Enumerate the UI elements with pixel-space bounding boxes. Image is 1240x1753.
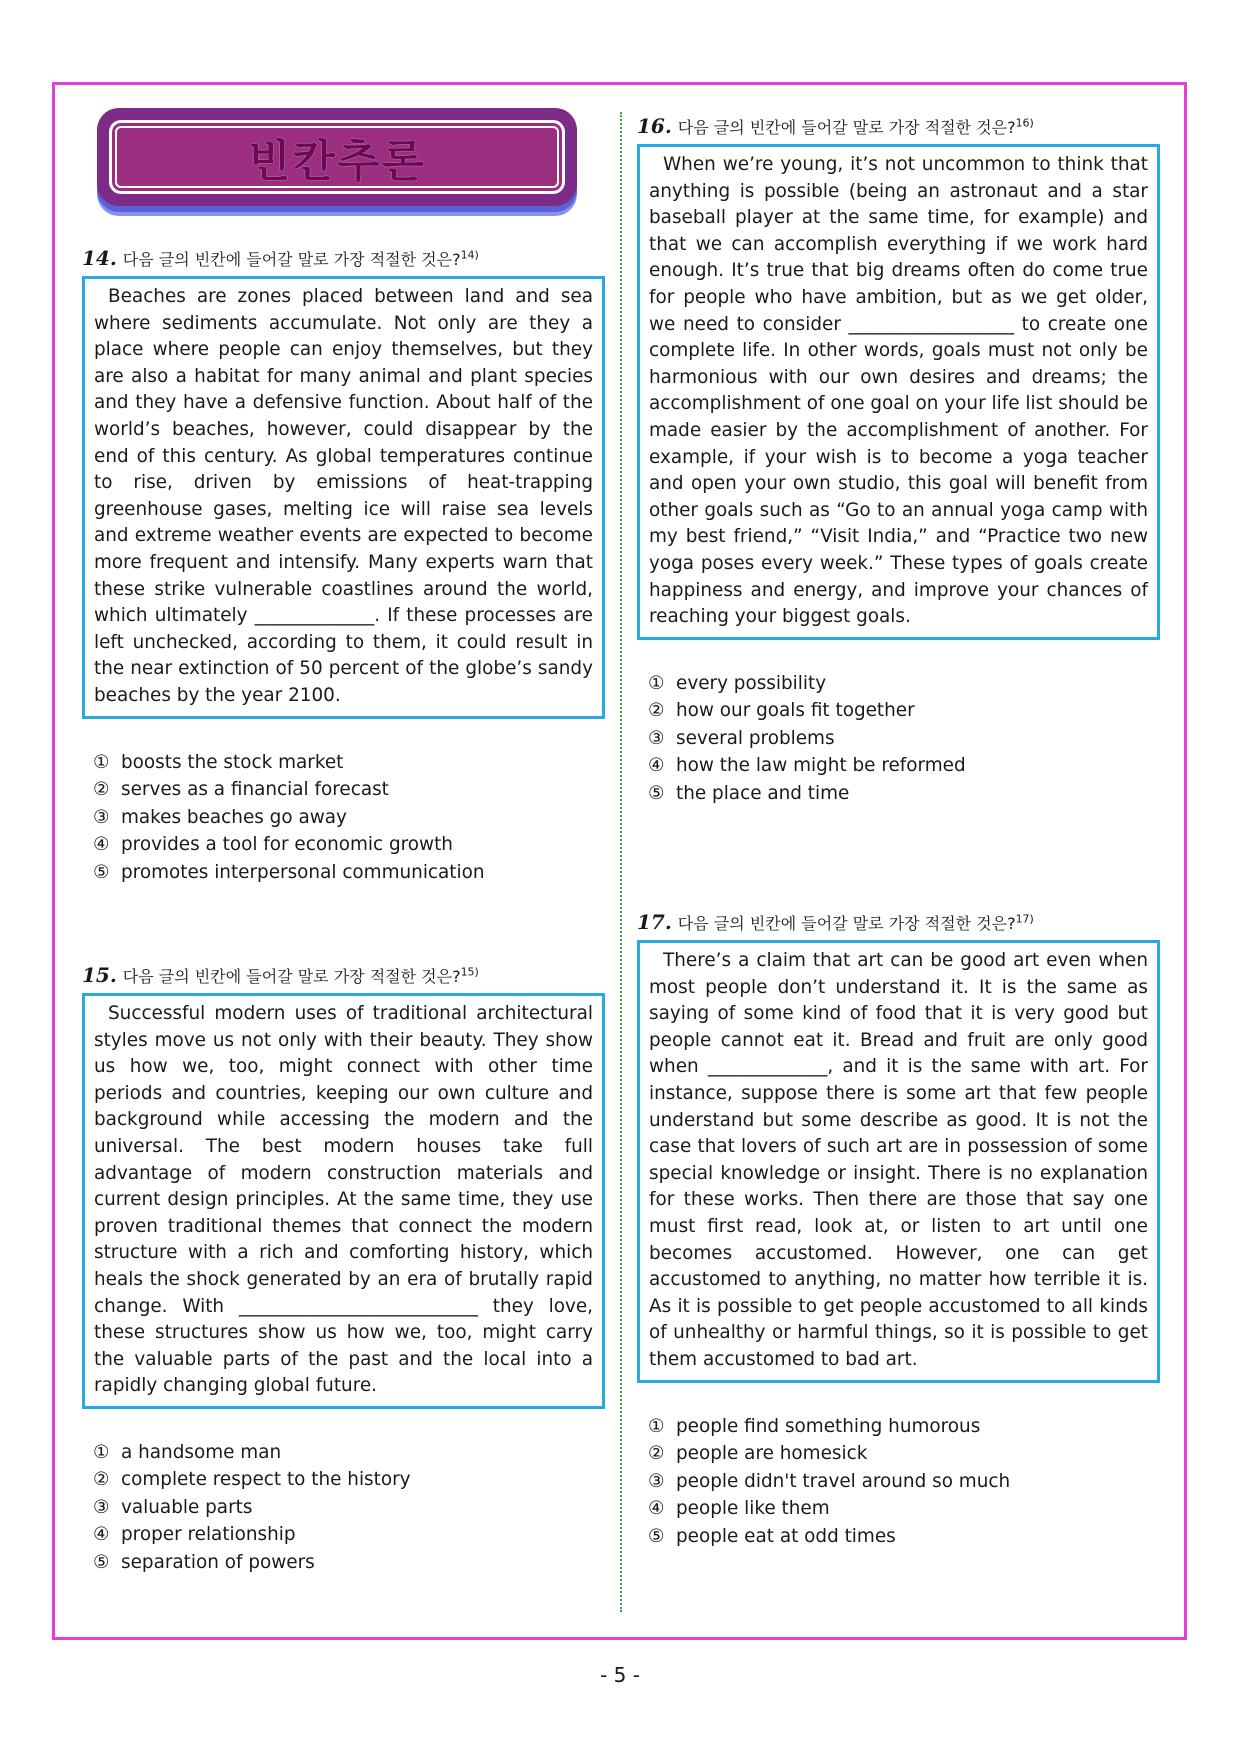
question-header (82, 246, 605, 270)
choice-4[interactable]: ④ proper relationship (93, 1524, 296, 1546)
answer-choices (648, 1413, 1160, 1551)
question-17 (637, 910, 1160, 1550)
choice-5[interactable]: ⑤ the place and time (648, 782, 850, 804)
choice-4[interactable]: ④ provides a tool for economic growth (93, 834, 453, 855)
passage-text: There’s a claim that art can be good art even when most people don’t understand it. It is the same as saying of some kind of food that it is very good but people cannot eat it. Bread and fruit are only good when _____________, and it is the same with art. For instance, suppose there is some art that few people understand but some describe as good. It is not the case that lovers of such art are in possession of some special knowledge or insight. There is no explanation for these works. Then there are those that say one must first read, look at, or listen to art until one becomes accustomed. However, one can get accustomed to anything, no matter how terrible it is. As it is possible to get people accustomed to all kinds of unhealthy or harmful things, so it is possible to get them accustomed to bad art. (649, 950, 1148, 1370)
question-number: 14. (82, 246, 117, 270)
footnote-ref: 15) (460, 965, 479, 979)
section-banner (97, 108, 577, 206)
question-prompt: 다음 글의 빈칸에 들어갈 말로 가장 적절한 것은? (122, 967, 461, 986)
choice-1[interactable]: ① boosts the stock market (93, 751, 344, 773)
page-number: - 5 - (600, 1663, 640, 1687)
passage-box (82, 276, 605, 719)
section-title: 빈칸추론 (247, 136, 426, 187)
question-number: 16. (637, 114, 672, 138)
choice-2[interactable]: ② complete respect to the history (93, 1469, 411, 1491)
choice-3[interactable]: ③ people didn't travel around so much (648, 1470, 1011, 1492)
choice-3[interactable]: ③ several problems (648, 727, 835, 749)
choice-1[interactable]: ① a handsome man (93, 1441, 282, 1463)
footnote-ref: 16) (1015, 116, 1034, 130)
choice-1[interactable]: ① people find something humorous (648, 1415, 981, 1437)
column-divider (620, 112, 622, 1612)
passage-text: Successful modern uses of traditional architectural styles move us not only with their beauty. They show us how we, too, might connect with other time periods and countries, keeping our own culture and background while accessing the modern and the universal. The best modern houses take full advantage of modern construction materials and current design principles. At the same time, they use proven traditional themes that connect the modern structure with a rich and comforting history, which heals the shock generated by an era of brutally rapid change. With __________________________ they love, these structures show us how we, too, might carry the valuable parts of the past and the local into a rapidly changing global future. (94, 1003, 593, 1397)
answer-choices (93, 749, 605, 887)
question-prompt: 다음 글의 빈칸에 들어갈 말로 가장 적절한 것은? (677, 914, 1016, 933)
choice-3[interactable]: ③ makes beaches go away (93, 806, 347, 828)
answer-choices (648, 670, 1160, 808)
question-header (637, 910, 1160, 934)
choice-1[interactable]: ① every possibility (648, 672, 827, 694)
choice-2[interactable]: ② how our goals fit together (648, 700, 915, 722)
question-16 (637, 114, 1160, 807)
passage-text: When we’re young, it’s not uncommon to think that anything is possible (being an astronaut and a star baseball player at the same time, for example) and that we can accomplish everything if we work hard enough. It’s true that big dreams often do come true for people who have ambition, but as we get older, we need to consider __________________ to create one complete life. In other words, goals must not only be harmonious with our own desires and dreams; the accomplishment of one goal on your life list should be made easier by the accomplishment of another. For example, if your wish is to become a yoga teacher and open your own studio, this goal will benefit from other goals such as “Go to an annual yoga camp with my best friend,” “Visit India,” and “Practice two new yoga poses every week.” These types of goals create happiness and energy, and improve your chances of reaching your biggest goals. (649, 154, 1148, 628)
question-header (82, 963, 605, 987)
choice-5[interactable]: ⑤ separation of powers (93, 1551, 315, 1573)
choice-2[interactable]: ② people are homesick (648, 1443, 868, 1464)
question-prompt: 다음 글의 빈칸에 들어갈 말로 가장 적절한 것은? (122, 250, 461, 269)
passage-text: Beaches are zones placed between land and sea where sediments accumulate. Not only are they a place where people can enjoy themselves, but they are also a habitat for many animal and plant species and they have a defensive function. About half of the world’s beaches, however, could disappear by the end of this century. As global temperatures continue to rise, driven by emissions of heat-trapping greenhouse gases, melting ice will raise sea levels and extreme weather events are expected to become more frequent and intensify. Many experts warn that these strike vulnerable coastlines around the world, which ultimately _____________. If these processes are left unchecked, according to them, it could result in the near extinction of 50 percent of the globe’s sandy beaches by the year 2100. (94, 286, 593, 706)
footnote-ref: 14) (460, 248, 479, 262)
question-prompt: 다음 글의 빈칸에 들어갈 말로 가장 적절한 것은? (677, 118, 1016, 137)
choice-2[interactable]: ② serves as a financial forecast (93, 779, 389, 800)
passage-box (637, 940, 1160, 1383)
passage-box (637, 144, 1160, 640)
question-15 (82, 963, 605, 1576)
answer-choices (93, 1439, 605, 1577)
choice-5[interactable]: ⑤ promotes interpersonal communication (93, 861, 485, 883)
choice-4[interactable]: ④ how the law might be reformed (648, 755, 966, 777)
choice-5[interactable]: ⑤ people eat at odd times (648, 1525, 896, 1547)
choice-4[interactable]: ④ people like them (648, 1498, 830, 1519)
choice-3[interactable]: ③ valuable parts (93, 1496, 253, 1518)
footnote-ref: 17) (1015, 912, 1034, 926)
question-number: 17. (637, 910, 672, 934)
question-header (637, 114, 1160, 138)
passage-box (82, 993, 605, 1409)
question-14 (82, 246, 605, 886)
question-number: 15. (82, 963, 117, 987)
